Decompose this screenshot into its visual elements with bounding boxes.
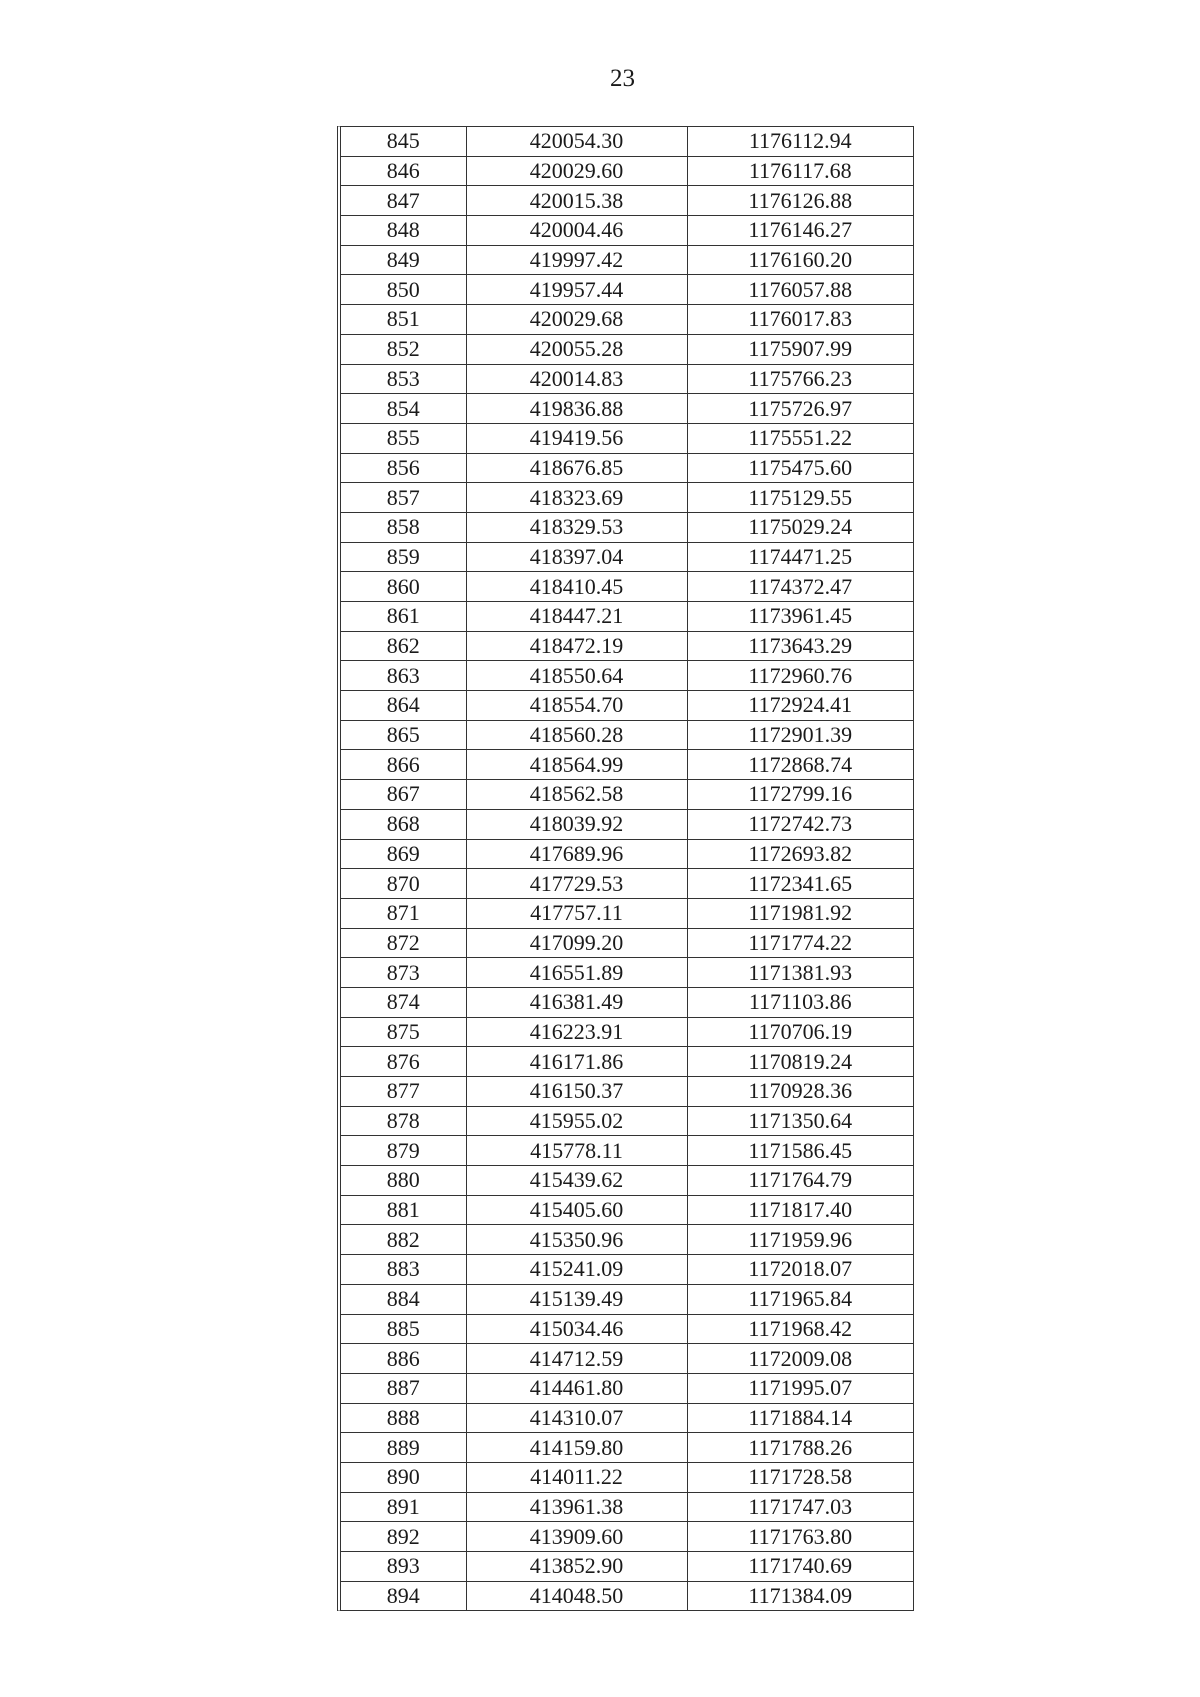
- x-coordinate-cell: 413852.90: [466, 1552, 687, 1582]
- point-number-cell: 888: [341, 1403, 466, 1433]
- y-coordinate-cell: 1171817.40: [687, 1195, 913, 1225]
- y-coordinate-cell: 1175129.55: [687, 483, 913, 513]
- table-row: [341, 661, 913, 691]
- table-row: [341, 780, 913, 810]
- table-row: [341, 1552, 913, 1582]
- point-number-cell: 852: [341, 334, 466, 364]
- x-coordinate-cell: 418397.04: [466, 542, 687, 572]
- point-number-cell: 872: [341, 928, 466, 958]
- y-coordinate-cell: 1171586.45: [687, 1136, 913, 1166]
- point-number-cell: 864: [341, 691, 466, 721]
- point-number-cell: 883: [341, 1255, 466, 1285]
- table-row: [341, 720, 913, 750]
- point-number-cell: 892: [341, 1522, 466, 1552]
- point-number-cell: 861: [341, 602, 466, 632]
- x-coordinate-cell: 416171.86: [466, 1047, 687, 1077]
- y-coordinate-cell: 1171995.07: [687, 1373, 913, 1403]
- table-row: [341, 186, 913, 216]
- x-coordinate-cell: 420055.28: [466, 334, 687, 364]
- coordinates-table-grid: [341, 127, 913, 1610]
- y-coordinate-cell: 1171103.86: [687, 987, 913, 1017]
- x-coordinate-cell: 415350.96: [466, 1225, 687, 1255]
- x-coordinate-cell: 418560.28: [466, 720, 687, 750]
- x-coordinate-cell: 416150.37: [466, 1077, 687, 1107]
- point-number-cell: 848: [341, 216, 466, 246]
- point-number-cell: 849: [341, 245, 466, 275]
- x-coordinate-cell: 417689.96: [466, 839, 687, 869]
- y-coordinate-cell: 1175551.22: [687, 423, 913, 453]
- table-row: [341, 216, 913, 246]
- point-number-cell: 880: [341, 1166, 466, 1196]
- y-coordinate-cell: 1172018.07: [687, 1255, 913, 1285]
- y-coordinate-cell: 1171968.42: [687, 1314, 913, 1344]
- table-row: [341, 809, 913, 839]
- table-row: [341, 245, 913, 275]
- table-row: [341, 334, 913, 364]
- y-coordinate-cell: 1171384.09: [687, 1581, 913, 1610]
- x-coordinate-cell: 417099.20: [466, 928, 687, 958]
- y-coordinate-cell: 1176117.68: [687, 156, 913, 186]
- y-coordinate-cell: 1175475.60: [687, 453, 913, 483]
- x-coordinate-cell: 420004.46: [466, 216, 687, 246]
- y-coordinate-cell: 1170819.24: [687, 1047, 913, 1077]
- table-row: [341, 987, 913, 1017]
- point-number-cell: 882: [341, 1225, 466, 1255]
- table-row: [341, 1522, 913, 1552]
- x-coordinate-cell: 414310.07: [466, 1403, 687, 1433]
- y-coordinate-cell: 1175029.24: [687, 512, 913, 542]
- point-number-cell: 846: [341, 156, 466, 186]
- x-coordinate-cell: 414159.80: [466, 1433, 687, 1463]
- y-coordinate-cell: 1176112.94: [687, 127, 913, 156]
- y-coordinate-cell: 1172901.39: [687, 720, 913, 750]
- table-row: [341, 602, 913, 632]
- y-coordinate-cell: 1175766.23: [687, 364, 913, 394]
- x-coordinate-cell: 418039.92: [466, 809, 687, 839]
- point-number-cell: 870: [341, 869, 466, 899]
- table-row: [341, 572, 913, 602]
- y-coordinate-cell: 1176146.27: [687, 216, 913, 246]
- table-row: [341, 127, 913, 156]
- point-number-cell: 873: [341, 958, 466, 988]
- y-coordinate-cell: 1170928.36: [687, 1077, 913, 1107]
- y-coordinate-cell: 1171740.69: [687, 1552, 913, 1582]
- table-row: [341, 1284, 913, 1314]
- y-coordinate-cell: 1172693.82: [687, 839, 913, 869]
- y-coordinate-cell: 1171350.64: [687, 1106, 913, 1136]
- x-coordinate-cell: 415139.49: [466, 1284, 687, 1314]
- table-row: [341, 394, 913, 424]
- table-row: [341, 839, 913, 869]
- x-coordinate-cell: 416381.49: [466, 987, 687, 1017]
- y-coordinate-cell: 1171764.79: [687, 1166, 913, 1196]
- table-row: [341, 1344, 913, 1374]
- y-coordinate-cell: 1171774.22: [687, 928, 913, 958]
- point-number-cell: 856: [341, 453, 466, 483]
- x-coordinate-cell: 415241.09: [466, 1255, 687, 1285]
- table-row: [341, 453, 913, 483]
- point-number-cell: 859: [341, 542, 466, 572]
- x-coordinate-cell: 420015.38: [466, 186, 687, 216]
- point-number-cell: 865: [341, 720, 466, 750]
- table-row: [341, 691, 913, 721]
- point-number-cell: 878: [341, 1106, 466, 1136]
- x-coordinate-cell: 414712.59: [466, 1344, 687, 1374]
- y-coordinate-cell: 1176057.88: [687, 275, 913, 305]
- point-number-cell: 860: [341, 572, 466, 602]
- table-row: [341, 869, 913, 899]
- point-number-cell: 884: [341, 1284, 466, 1314]
- table-row: [341, 364, 913, 394]
- y-coordinate-cell: 1171728.58: [687, 1462, 913, 1492]
- point-number-cell: 845: [386, 128, 420, 154]
- x-coordinate-cell: 415955.02: [466, 1106, 687, 1136]
- table-row: [341, 958, 913, 988]
- x-coordinate-cell: 415778.11: [466, 1136, 687, 1166]
- table-row: [341, 1047, 913, 1077]
- point-number-cell: 875: [341, 1017, 466, 1047]
- x-coordinate-cell: 413909.60: [466, 1522, 687, 1552]
- point-number-cell: 854: [341, 394, 466, 424]
- point-number-cell: 858: [341, 512, 466, 542]
- point-number-cell: 886: [341, 1344, 466, 1374]
- y-coordinate-cell: 1171747.03: [687, 1492, 913, 1522]
- point-number-cell: 857: [341, 483, 466, 513]
- y-coordinate-cell: 1175726.97: [687, 394, 913, 424]
- table-row: [341, 1373, 913, 1403]
- table-row: [341, 1403, 913, 1433]
- table-row: [341, 1492, 913, 1522]
- x-coordinate-cell: 418550.64: [466, 661, 687, 691]
- table-row: [341, 1433, 913, 1463]
- y-coordinate-cell: 1176160.20: [687, 245, 913, 275]
- point-number-cell: 877: [341, 1077, 466, 1107]
- x-coordinate-cell: 413961.38: [466, 1492, 687, 1522]
- y-coordinate-cell: 1172868.74: [687, 750, 913, 780]
- x-coordinate-cell: 418410.45: [466, 572, 687, 602]
- x-coordinate-cell: 414048.50: [466, 1581, 687, 1610]
- x-coordinate-cell: 418329.53: [466, 512, 687, 542]
- point-number-cell: 867: [341, 780, 466, 810]
- x-coordinate-cell: 418676.85: [466, 453, 687, 483]
- x-coordinate-cell: 418554.70: [466, 691, 687, 721]
- x-coordinate-cell: 417729.53: [466, 869, 687, 899]
- table-row: [341, 928, 913, 958]
- x-coordinate-cell: 418564.99: [466, 750, 687, 780]
- y-coordinate-cell: 1176126.88: [687, 186, 913, 216]
- table-row: [341, 1225, 913, 1255]
- y-coordinate-cell: 1170706.19: [687, 1017, 913, 1047]
- x-coordinate-cell: 418472.19: [466, 631, 687, 661]
- y-coordinate-cell: 1174372.47: [687, 572, 913, 602]
- point-number-cell: 851: [341, 305, 466, 335]
- x-coordinate-cell: 415034.46: [466, 1314, 687, 1344]
- y-coordinate-cell: 1171788.26: [687, 1433, 913, 1463]
- point-number-cell: 879: [341, 1136, 466, 1166]
- y-coordinate-cell: 1171965.84: [687, 1284, 913, 1314]
- x-coordinate-cell: 414461.80: [466, 1373, 687, 1403]
- point-number-cell: 885: [341, 1314, 466, 1344]
- y-coordinate-cell: 1171884.14: [687, 1403, 913, 1433]
- point-number-cell: 866: [341, 750, 466, 780]
- point-number-cell: 869: [341, 839, 466, 869]
- y-coordinate-cell: 1174471.25: [687, 542, 913, 572]
- point-number-cell: 887: [341, 1373, 466, 1403]
- table-row: [341, 1106, 913, 1136]
- y-coordinate-cell: 1173643.29: [687, 631, 913, 661]
- table-row: [341, 423, 913, 453]
- page-number: 23: [610, 65, 635, 92]
- point-number-cell: 871: [341, 898, 466, 928]
- table-row: [341, 1581, 913, 1610]
- y-coordinate-cell: 1172799.16: [687, 780, 913, 810]
- point-number-cell: 853: [341, 364, 466, 394]
- x-coordinate-cell: 418323.69: [466, 483, 687, 513]
- table-row: [341, 1195, 913, 1225]
- table-row: [341, 898, 913, 928]
- point-number-cell: 890: [341, 1462, 466, 1492]
- point-number-cell: 891: [341, 1492, 466, 1522]
- x-coordinate-cell: 420014.83: [466, 364, 687, 394]
- y-coordinate-cell: 1172009.08: [687, 1344, 913, 1374]
- y-coordinate-cell: 1172341.65: [687, 869, 913, 899]
- table-row: [341, 1314, 913, 1344]
- x-coordinate-cell: 419419.56: [466, 423, 687, 453]
- table-row: [341, 1136, 913, 1166]
- table-row: [341, 156, 913, 186]
- table-row: [341, 483, 913, 513]
- table-row: [341, 1462, 913, 1492]
- point-number-cell: 894: [341, 1581, 466, 1610]
- point-number-cell: 862: [341, 631, 466, 661]
- x-coordinate-cell: 417757.11: [466, 898, 687, 928]
- x-coordinate-cell: 416551.89: [466, 958, 687, 988]
- y-coordinate-cell: 1171981.92: [687, 898, 913, 928]
- table-row: [341, 512, 913, 542]
- x-coordinate-cell: 419957.44: [466, 275, 687, 305]
- table-row: [341, 1017, 913, 1047]
- x-coordinate-cell: 420029.60: [466, 156, 687, 186]
- point-number-cell: 876: [341, 1047, 466, 1077]
- point-number-cell: 874: [341, 987, 466, 1017]
- y-coordinate-cell: 1176017.83: [687, 305, 913, 335]
- x-coordinate-cell: 418447.21: [466, 602, 687, 632]
- point-number-cell: 881: [341, 1195, 466, 1225]
- y-coordinate-cell: 1172742.73: [687, 809, 913, 839]
- x-coordinate-cell: 420054.30: [466, 127, 687, 156]
- y-coordinate-cell: 1175907.99: [687, 334, 913, 364]
- table-row: [341, 1077, 913, 1107]
- coordinates-table: [337, 126, 914, 1611]
- x-coordinate-cell: 420029.68: [466, 305, 687, 335]
- table-row: [341, 275, 913, 305]
- table-body: [341, 127, 913, 1610]
- y-coordinate-cell: 1171763.80: [687, 1522, 913, 1552]
- x-coordinate-cell: 416223.91: [466, 1017, 687, 1047]
- x-coordinate-cell: 419997.42: [466, 245, 687, 275]
- x-coordinate-cell: 415439.62: [466, 1166, 687, 1196]
- y-coordinate-cell: 1172924.41: [687, 691, 913, 721]
- table-row: [341, 1255, 913, 1285]
- table-row: [341, 542, 913, 572]
- point-number-cell: 847: [341, 186, 466, 216]
- table-row: [341, 305, 913, 335]
- table-row: [341, 631, 913, 661]
- y-coordinate-cell: 1173961.45: [687, 602, 913, 632]
- point-number-cell: 850: [341, 275, 466, 305]
- y-coordinate-cell: 1171959.96: [687, 1225, 913, 1255]
- x-coordinate-cell: 419836.88: [466, 394, 687, 424]
- table-row: [341, 1166, 913, 1196]
- table-row: [341, 750, 913, 780]
- point-number-cell: 893: [341, 1552, 466, 1582]
- point-number-cell: 863: [341, 661, 466, 691]
- point-number-cell: 855: [341, 423, 466, 453]
- point-number-cell: 889: [341, 1433, 466, 1463]
- x-coordinate-cell: 415405.60: [466, 1195, 687, 1225]
- point-number-cell: 868: [341, 809, 466, 839]
- x-coordinate-cell: 414011.22: [466, 1462, 687, 1492]
- x-coordinate-cell: 418562.58: [466, 780, 687, 810]
- y-coordinate-cell: 1172960.76: [687, 661, 913, 691]
- y-coordinate-cell: 1171381.93: [687, 958, 913, 988]
